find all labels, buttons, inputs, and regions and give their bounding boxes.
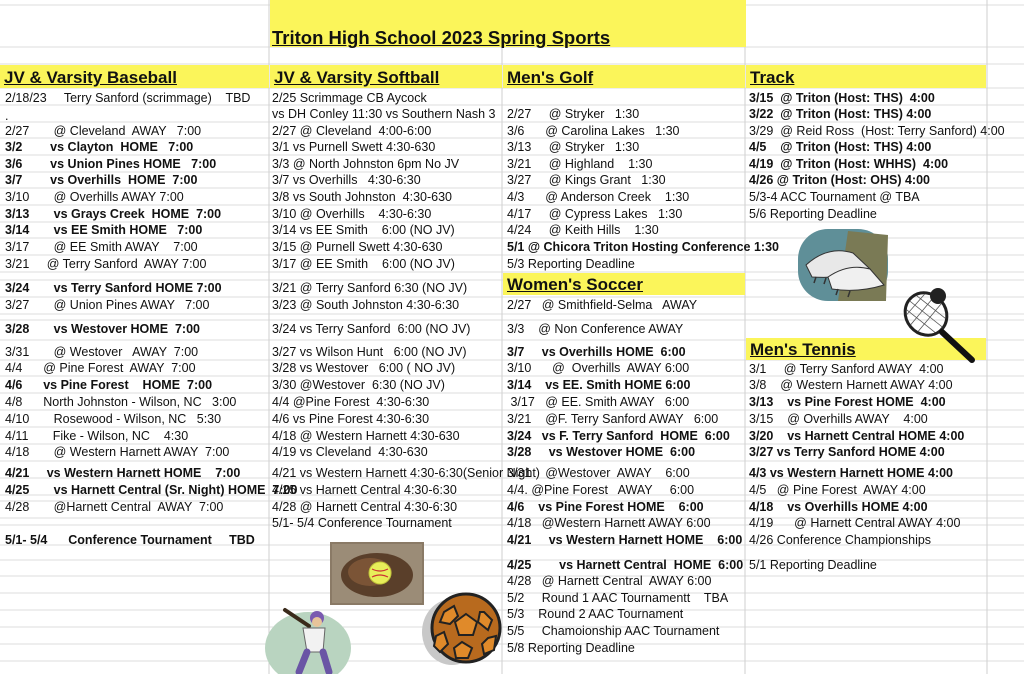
tennis-row: 3/27 vs Terry Sanford HOME 4:00 — [749, 445, 945, 459]
track-row: 5/6 Reporting Deadline — [749, 207, 877, 221]
tennis-row: 4/3 vs Western Harnett HOME 4:00 — [749, 466, 954, 480]
track-shoes-image — [798, 225, 888, 301]
womens-soccer-row: 4/6 vs Pine Forest HOME 6:00 — [507, 500, 704, 514]
baseball-row: 2/27 @ Cleveland AWAY 7:00 — [5, 124, 202, 138]
track-header: Track — [746, 65, 986, 88]
tennis-row: 3/15 @ Overhills AWAY 4:00 — [749, 412, 928, 426]
golf-row: 3/13 @ Stryker 1:30 — [507, 140, 640, 154]
womens-soccer-row: 5/5 Chamoionship AAC Tournament — [507, 624, 720, 638]
softball-row: 3/30 @Westover 6:30 (NO JV) — [272, 378, 445, 392]
softball-row: 4/25 vs Harnett Central 4:30-6:30 — [272, 483, 457, 497]
softball-row: 3/15 @ Purnell Swett 4:30-630 — [272, 240, 443, 254]
softball-glove-image — [330, 542, 424, 605]
tennis-row: 4/5 @ Pine Forest AWAY 4:00 — [749, 483, 926, 497]
softball-row: vs DH Conley 11:30 vs Southern Nash 3 — [272, 107, 496, 121]
baseball-header: JV & Varsity Baseball — [0, 65, 269, 88]
softball-row: 4/28 @ Harnett Central 4:30-6:30 — [272, 500, 458, 514]
womens-soccer-row: 5/8 Reporting Deadline — [507, 641, 635, 655]
womens-soccer-row: 3/14 vs EE. Smith HOME 6:00 — [507, 378, 691, 392]
golf-row: 4/17 @ Cypress Lakes 1:30 — [507, 207, 683, 221]
baseball-row: 3/7 vs Overhills HOME 7:00 — [5, 173, 198, 187]
tennis-row: 3/1 @ Terry Sanford AWAY 4:00 — [749, 362, 944, 376]
womens-soccer-row: 3/24 vs F. Terry Sanford HOME 6:00 — [507, 429, 730, 443]
tennis-row: 3/8 @ Western Harnett AWAY 4:00 — [749, 378, 953, 392]
softball-row: 3/3 @ North Johnston 6pm No JV — [272, 157, 460, 171]
womens-soccer-row: 3/28 vs Westover HOME 6:00 — [507, 445, 696, 459]
womens-soccer-row: 2/27 @ Smithfield-Selma AWAY — [507, 298, 698, 312]
womens-soccer-row: 5/3 Round 2 AAC Tournament — [507, 607, 684, 621]
womens-soccer-row: 3/21 @F. Terry Sanford AWAY 6:00 — [507, 412, 719, 426]
golf-header: Men's Golf — [503, 65, 745, 88]
tennis-row: 4/18 vs Overhills HOME 4:00 — [749, 500, 928, 514]
softball-row: 3/27 vs Wilson Hunt 6:00 (NO JV) — [272, 345, 467, 359]
womens-soccer-row: 3/10 @ Overhills AWAY 6:00 — [507, 361, 690, 375]
womens-soccer-row: 4/25 vs Harnett Central HOME 6:00 — [507, 558, 744, 572]
softball-row: 4/6 vs Pine Forest 4:30-6:30 — [272, 412, 430, 426]
softball-row: 3/24 vs Terry Sanford 6:00 (NO JV) — [272, 322, 471, 336]
page-title-cell — [270, 0, 746, 47]
baseball-row: 2/18/23 Terry Sanford (scrimmage) TBD — [5, 91, 251, 105]
softball-row: 4/19 vs Cleveland 4:30-630 — [272, 445, 428, 459]
tennis-racket-image — [898, 284, 980, 366]
softball-row: 3/23 @ South Johnston 4:30-6:30 — [272, 298, 460, 312]
softball-row: 3/14 vs EE Smith 6:00 (NO JV) — [272, 223, 455, 237]
golf-row: 4/24 @ Keith Hills 1:30 — [507, 223, 659, 237]
womens-soccer-header: Women's Soccer — [503, 273, 745, 295]
golf-row: 4/3 @ Anderson Creek 1:30 — [507, 190, 690, 204]
womens-soccer-row: 4/28 @ Harnett Central AWAY 6:00 — [507, 574, 712, 588]
tennis-header: Men's Tennis — [746, 338, 986, 360]
baseball-row: 4/28 @Harnett Central AWAY 7:00 — [5, 500, 224, 514]
baseball-row: 4/25 vs Harnett Central (Sr. Night) HOME 7:00 — [5, 483, 298, 497]
baseball-row: 3/24 vs Terry Sanford HOME 7:00 — [5, 281, 222, 295]
soccer-ball-image — [414, 590, 504, 674]
page-title: Triton High School 2023 Spring Sports — [272, 27, 611, 48]
softball-row: 2/25 Scrimmage CB Aycock — [272, 91, 427, 105]
golf-row: 5/3 Reporting Deadline — [507, 257, 635, 271]
womens-soccer-row: 3/17 @ EE. Smith AWAY 6:00 — [507, 395, 690, 409]
womens-soccer-row: 4/4. @Pine Forest AWAY 6:00 — [507, 483, 695, 497]
track-row: 4/26 @ Triton (Host: OHS) 4:00 — [749, 173, 930, 187]
track-row: 5/3-4 ACC Tournament @ TBA — [749, 190, 920, 204]
baseball-row: 4/18 @ Western Harnett AWAY 7:00 — [5, 445, 230, 459]
baseball-row: 3/6 vs Union Pines HOME 7:00 — [5, 157, 217, 171]
baseball-row: 4/11 Fike - Wilson, NC 4:30 — [5, 429, 189, 443]
womens-soccer-row: 5/2 Round 1 AAC Tournamentt TBA — [507, 591, 729, 605]
baseball-row: 4/6 vs Pine Forest HOME 7:00 — [5, 378, 213, 392]
baseball-row: 3/13 vs Grays Creek HOME 7:00 — [5, 207, 222, 221]
softball-row: 3/7 vs Overhills 4:30-6:30 — [272, 173, 421, 187]
golf-row: 3/21 @ Highland 1:30 — [507, 157, 653, 171]
track-row: 3/22 @ Triton (Host: THS) 4:00 — [749, 107, 932, 121]
golf-row: 3/6 @ Carolina Lakes 1:30 — [507, 124, 680, 138]
softball-row: 4/4 @Pine Forest 4:30-6:30 — [272, 395, 430, 409]
baseball-row: 5/1- 5/4 Conference Tournament TBD — [5, 533, 255, 547]
baseball-row: 4/21 vs Western Harnett HOME 7:00 — [5, 466, 241, 480]
track-row: 3/29 @ Reid Ross (Host: Terry Sanford) 4:00 — [749, 124, 1005, 138]
baseball-row: 3/14 vs EE Smith HOME 7:00 — [5, 223, 203, 237]
baseball-row: 4/4 @ Pine Forest AWAY 7:00 — [5, 361, 196, 375]
womens-soccer-row: 4/18 @Western Harnett AWAY 6:00 — [507, 516, 711, 530]
baseball-row: 4/8 North Johnston - Wilson, NC 3:00 — [5, 395, 237, 409]
baseball-row: 3/31 @ Westover AWAY 7:00 — [5, 345, 199, 359]
tennis-row: 5/1 Reporting Deadline — [749, 558, 877, 572]
golf-row: 5/1 @ Chicora Triton Hosting Conference 1:30 — [507, 240, 779, 254]
golf-row: 2/27 @ Stryker 1:30 — [507, 107, 640, 121]
track-row: 4/5 @ Triton (Host: THS) 4:00 — [749, 140, 932, 154]
softball-row: 3/21 @ Terry Sanford 6:30 (NO JV) — [272, 281, 468, 295]
womens-soccer-row: 3/31 @Westover AWAY 6:00 — [507, 466, 690, 480]
track-row: 3/15 @ Triton (Host: THS) 4:00 — [749, 91, 935, 105]
tennis-row: 3/13 vs Pine Forest HOME 4:00 — [749, 395, 946, 409]
softball-row: 2/27 @ Cleveland 4:00-6:00 — [272, 124, 432, 138]
tennis-row: 4/19 @ Harnett Central AWAY 4:00 — [749, 516, 961, 530]
womens-soccer-row: 4/21 vs Western Harnett HOME 6:00 — [507, 533, 743, 547]
softball-row: 4/18 @ Western Harnett 4:30-630 — [272, 429, 460, 443]
baseball-row: 3/28 vs Westover HOME 7:00 — [5, 322, 200, 336]
softball-header: JV & Varsity Softball — [270, 65, 502, 88]
softball-row: 3/1 vs Purnell Swett 4:30-630 — [272, 140, 436, 154]
softball-row: 4/21 vs Western Harnett 4:30-6:30(Senior Night) — [272, 466, 540, 480]
baseball-row: 3/10 @ Overhills AWAY 7:00 — [5, 190, 184, 204]
baseball-row: 3/27 @ Union Pines AWAY 7:00 — [5, 298, 210, 312]
softball-row: 3/8 vs South Johnston 4:30-630 — [272, 190, 452, 204]
tennis-row: 4/26 Conference Championships — [749, 533, 932, 547]
baseball-row: . — [5, 109, 9, 123]
womens-soccer-row: 3/3 @ Non Conference AWAY — [507, 322, 684, 336]
baseball-row: 3/17 @ EE Smith AWAY 7:00 — [5, 240, 198, 254]
softball-row: 5/1- 5/4 Conference Tournament — [272, 516, 452, 530]
baseball-row: 3/2 vs Clayton HOME 7:00 — [5, 140, 194, 154]
baseball-batter-image — [265, 600, 351, 674]
baseball-row: 3/21 @ Terry Sanford AWAY 7:00 — [5, 257, 207, 271]
softball-row: 3/28 vs Westover 6:00 ( NO JV) — [272, 361, 456, 375]
track-row: 4/19 @ Triton (Host: WHHS) 4:00 — [749, 157, 949, 171]
softball-row: 3/17 @ EE Smith 6:00 (NO JV) — [272, 257, 455, 271]
baseball-row: 4/10 Rosewood - Wilson, NC 5:30 — [5, 412, 222, 426]
womens-soccer-row: 3/7 vs Overhills HOME 6:00 — [507, 345, 686, 359]
tennis-row: 3/20 vs Harnett Central HOME 4:00 — [749, 429, 965, 443]
softball-row: 3/10 @ Overhills 4:30-6:30 — [272, 207, 432, 221]
golf-row: 3/27 @ Kings Grant 1:30 — [507, 173, 666, 187]
